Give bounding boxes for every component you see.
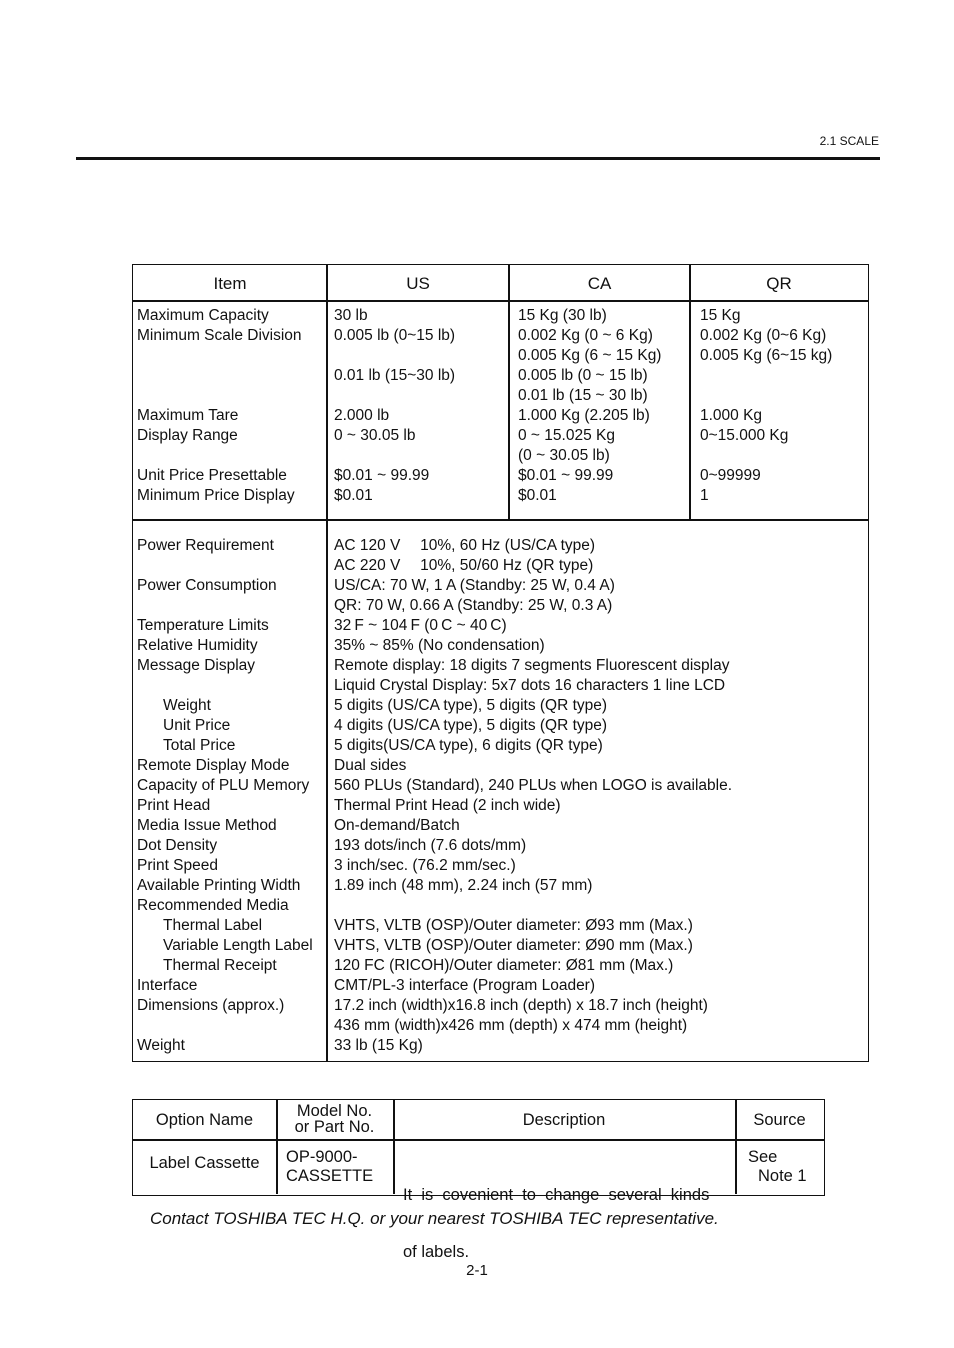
- spec-item-label: Dot Density: [137, 837, 218, 854]
- opt-header-option: Option Name: [155, 1111, 254, 1129]
- spec-value: 33 lb (15 Kg): [334, 1037, 423, 1054]
- section-divider: [133, 519, 868, 521]
- spec-value-qr: 1: [700, 487, 709, 504]
- spec-item-label: Minimum Price Display: [137, 487, 295, 504]
- opt-header-model-line1: Model No.: [296, 1102, 373, 1120]
- spec-value: 4 digits (US/CA type), 5 digits (QR type): [334, 717, 608, 734]
- spec-value-us: $0.01: [334, 487, 373, 504]
- col-header-ca: CA: [587, 274, 612, 293]
- divider-us-col: [508, 265, 510, 520]
- spec-item-label: Maximum Tare: [137, 407, 239, 424]
- spec-value: 17.2 inch (width)x16.8 inch (depth) x 18.7 inch (height): [334, 997, 708, 1014]
- spec-value-qr: 0~15.000 Kg: [700, 427, 789, 444]
- spec-value-us: 0.005 lb (0~15 lb): [334, 327, 456, 344]
- spec-value: 5 digits (US/CA type), 5 digits (QR type): [334, 697, 608, 714]
- spec-table-header: [133, 265, 868, 302]
- spec-value: Thermal Print Head (2 inch wide): [334, 797, 561, 814]
- spec-item-label: Thermal Label: [163, 917, 263, 934]
- spec-value: 193 dots/inch (7.6 dots/mm): [334, 837, 527, 854]
- spec-value-ca: $0.01: [518, 487, 557, 504]
- spec-item-label: Remote Display Mode: [137, 757, 290, 774]
- spec-item-label: Relative Humidity: [137, 637, 258, 654]
- spec-value-ca: 0.01 lb (15 ~ 30 lb): [518, 387, 648, 404]
- spec-value: 35% ~ 85% (No condensation): [334, 637, 545, 654]
- spec-item-label: Maximum Capacity: [137, 307, 269, 324]
- spec-item-label: Total Price: [163, 737, 236, 754]
- spec-item-label: Weight: [163, 697, 211, 714]
- spec-item-label: Message Display: [137, 657, 256, 674]
- spec-value-qr: 0~99999: [700, 467, 761, 484]
- spec-item-label: Power Requirement: [137, 537, 274, 554]
- spec-item-label: Unit Price Presettable: [137, 467, 287, 484]
- spec-value-us: $0.01 ~ 99.99: [334, 467, 430, 484]
- spec-item-label: Recommended Media: [137, 897, 289, 914]
- spec-value: 32 F ~ 104 F (0 C ~ 40 C): [334, 617, 507, 634]
- header-rule: [76, 157, 880, 160]
- page-number: 2-1: [466, 1262, 488, 1279]
- opt-header-model: [276, 1103, 393, 1135]
- spec-item-label: Power Consumption: [137, 577, 277, 594]
- spec-value-qr: 1.000 Kg: [700, 407, 763, 424]
- opt-row-model: [286, 1148, 373, 1186]
- spec-value-ca: (0 ~ 30.05 lb): [518, 447, 610, 464]
- spec-value: VHTS, VLTB (OSP)/Outer diameter: Ø90 mm (Max.): [334, 937, 693, 954]
- spec-item-label: Interface: [137, 977, 198, 994]
- spec-value: 436 mm (width)x426 mm (depth) x 474 mm (height): [334, 1017, 688, 1034]
- spec-table: [132, 264, 869, 1062]
- spec-item-label: Minimum Scale Division: [137, 327, 302, 344]
- spec-item-label: Weight: [137, 1037, 185, 1054]
- spec-value: US/CA: 70 W, 1 A (Standby: 25 W, 0.4 A): [334, 577, 615, 594]
- opt-row-source-line2: Note 1: [758, 1167, 807, 1185]
- opt-row-source: [748, 1148, 807, 1186]
- spec-item-label: Available Printing Width: [137, 877, 301, 894]
- spec-item-label: Thermal Receipt: [163, 957, 277, 974]
- spec-value: AC 220 V 10%, 50/60 Hz (QR type): [334, 557, 594, 574]
- spec-item-label: Unit Price: [163, 717, 231, 734]
- col-header-qr: QR: [766, 274, 792, 293]
- opt-header-model-line2: or Part No.: [294, 1118, 375, 1136]
- opt-header-source: Source: [753, 1111, 806, 1129]
- spec-item-label: Media Issue Method: [137, 817, 277, 834]
- divider-ca-col: [689, 265, 691, 520]
- spec-item-label: Display Range: [137, 427, 238, 444]
- contact-note: Contact TOSHIBA TEC H.Q. or your nearest TOSHIBA TEC representative.: [150, 1209, 719, 1228]
- spec-value: CMT/PL-3 interface (Program Loader): [334, 977, 596, 994]
- spec-value-ca: 0.005 lb (0 ~ 15 lb): [518, 367, 648, 384]
- opt-row-description-line1: It is covenient to change several kinds: [403, 1186, 710, 1204]
- col-header-us: US: [406, 274, 430, 293]
- opt-header-divider: [133, 1139, 824, 1141]
- spec-value: Liquid Crystal Display: 5x7 dots 16 characters 1 line LCD: [334, 677, 726, 694]
- spec-value-ca: $0.01 ~ 99.99: [518, 467, 614, 484]
- spec-value: Remote display: 18 digits 7 segments Fluorescent display: [334, 657, 730, 674]
- spec-value: 3 inch/sec. (76.2 mm/sec.): [334, 857, 516, 874]
- opt-row-source-line1: See: [748, 1148, 778, 1166]
- spec-value: Dual sides: [334, 757, 407, 774]
- opt-row-model-line2: CASSETTE: [286, 1167, 374, 1185]
- spec-item-label: Print Head: [137, 797, 211, 814]
- spec-item-label: Dimensions (approx.): [137, 997, 285, 1014]
- spec-value: 560 PLUs (Standard), 240 PLUs when LOGO is available.: [334, 777, 733, 794]
- spec-item-label: Capacity of PLU Memory: [137, 777, 310, 794]
- spec-value: VHTS, VLTB (OSP)/Outer diameter: Ø93 mm (Max.): [334, 917, 693, 934]
- spec-value-us: 2.000 lb: [334, 407, 390, 424]
- opt-header-description: Description: [522, 1111, 606, 1129]
- spec-value: 5 digits(US/CA type), 6 digits (QR type): [334, 737, 603, 754]
- spec-value-ca: 0 ~ 15.025 Kg: [518, 427, 615, 444]
- spec-item-label: Temperature Limits: [137, 617, 269, 634]
- spec-value: 120 FC (RICOH)/Outer diameter: Ø81 mm (Max.): [334, 957, 674, 974]
- spec-value-us: 30 lb: [334, 307, 368, 324]
- spec-item-label: Variable Length Label: [163, 937, 313, 954]
- col-header-item: Item: [213, 274, 247, 293]
- opt-row-option: Label Cassette: [149, 1154, 260, 1172]
- section-label: 2.1 SCALE: [819, 134, 879, 148]
- spec-value-qr: 0.002 Kg (0~6 Kg): [700, 327, 827, 344]
- opt-row-description-line2: of labels.: [403, 1243, 470, 1261]
- spec-value: On-demand/Batch: [334, 817, 460, 834]
- spec-value-ca: 1.000 Kg (2.205 lb): [518, 407, 650, 424]
- spec-value: QR: 70 W, 0.66 A (Standby: 25 W, 0.3 A): [334, 597, 613, 614]
- spec-item-label: Print Speed: [137, 857, 218, 874]
- spec-value: 1.89 inch (48 mm), 2.24 inch (57 mm): [334, 877, 593, 894]
- spec-value: AC 120 V 10%, 60 Hz (US/CA type): [334, 537, 596, 554]
- opt-row-model-line1: OP-9000-: [286, 1148, 358, 1166]
- spec-value-qr: 15 Kg: [700, 307, 741, 324]
- spec-value-us: 0.01 lb (15~30 lb): [334, 367, 456, 384]
- divider-item-col: [326, 265, 328, 1061]
- spec-value-ca: 0.002 Kg (0 ~ 6 Kg): [518, 327, 653, 344]
- spec-value-ca: 15 Kg (30 lb): [518, 307, 607, 324]
- spec-value-ca: 0.005 Kg (6 ~ 15 Kg): [518, 347, 662, 364]
- spec-value-us: 0 ~ 30.05 lb: [334, 427, 416, 444]
- spec-value-qr: 0.005 Kg (6~15 kg): [700, 347, 833, 364]
